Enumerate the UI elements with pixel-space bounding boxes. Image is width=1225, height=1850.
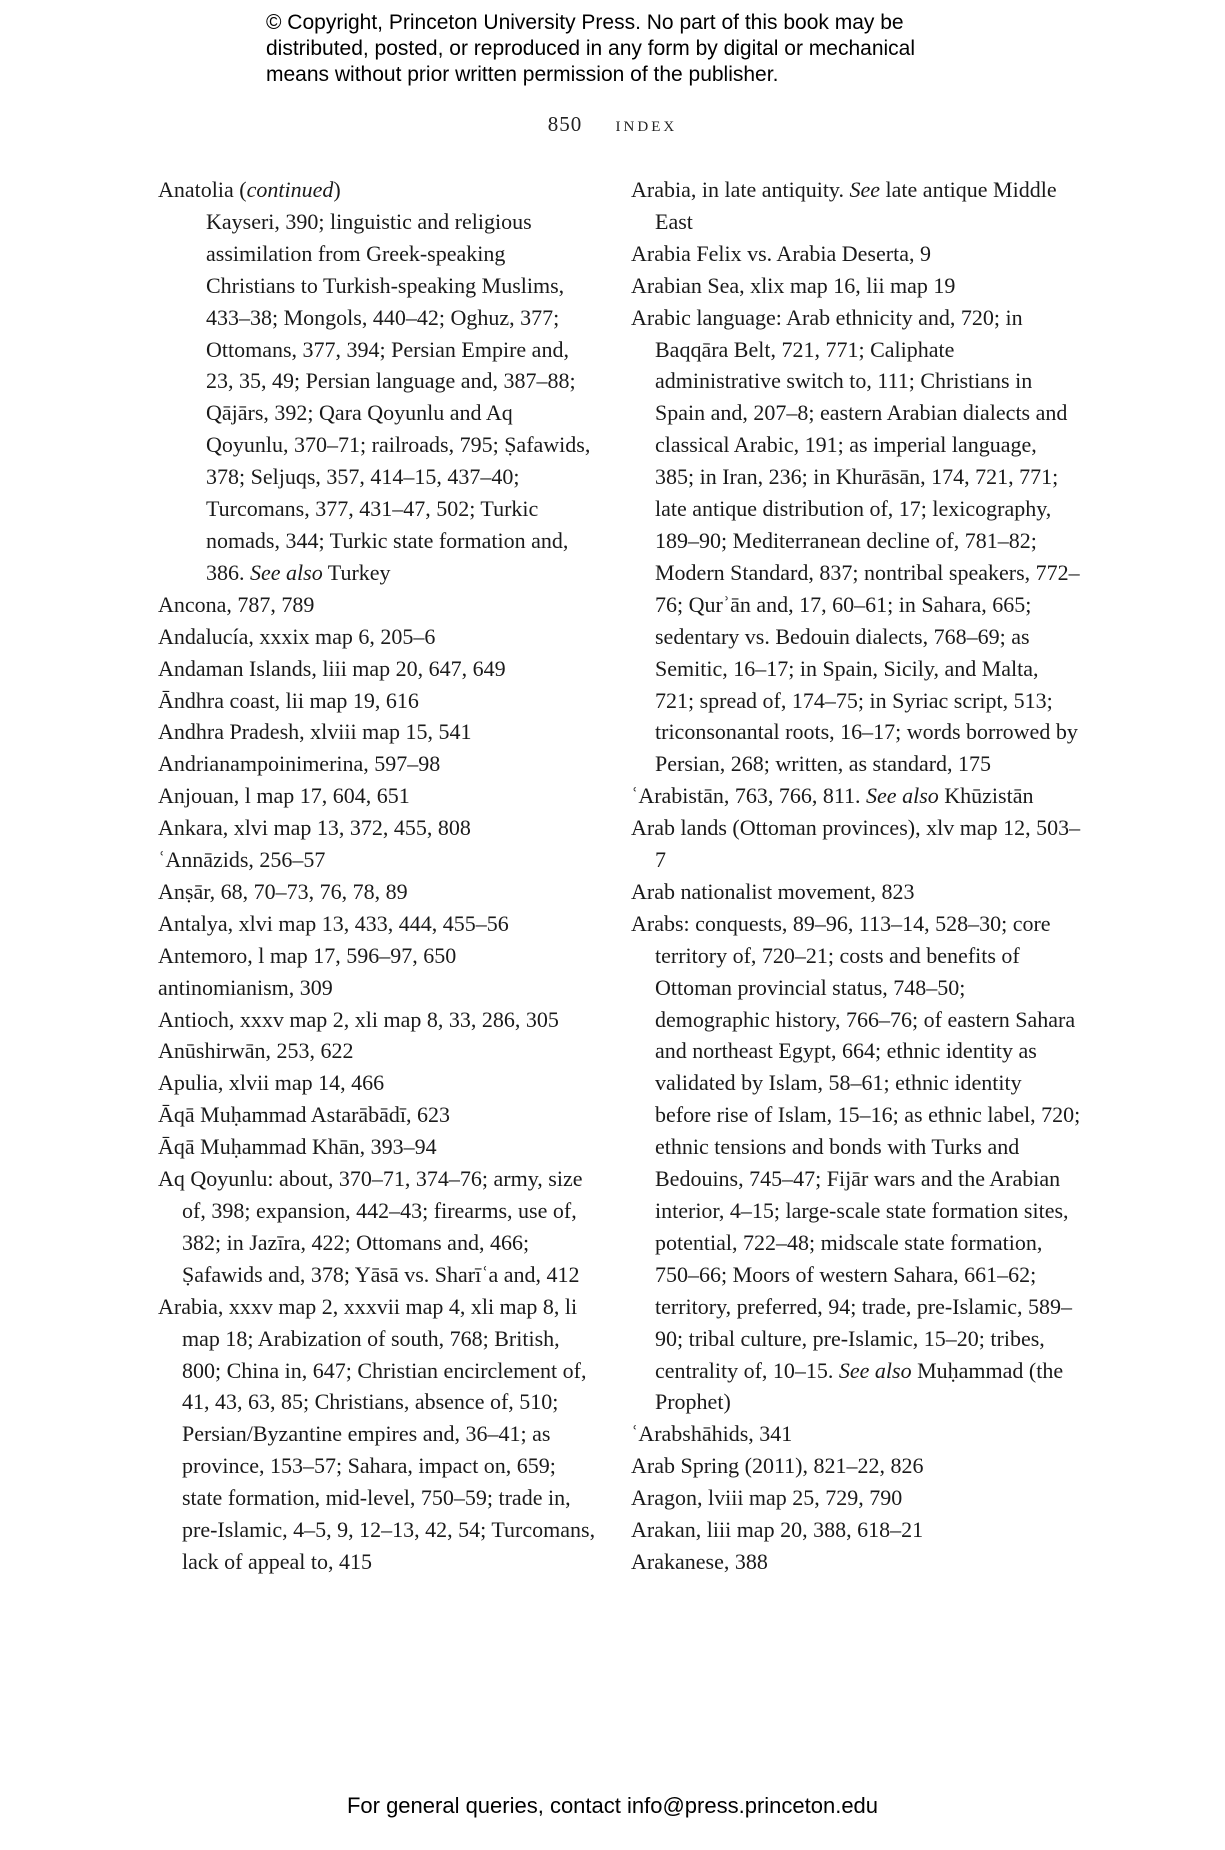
index-column-left: [158, 174, 598, 1578]
index-entry-head: Arabia, xxxv map 2, xxxvii map 4, xli map 8, li map 18; Arabization of south, 768; British, 800; China in, 647; Christian encirclement of, 41, 43, 63, 85; Christians, absence of, 510; Persian/Byzantine empires and, 36–41; as province, 153–57; Sahara, impact on, 659; state formation, mid-level, 750–59; trade in, pre-Islamic, 4–5, 9, 12–13, 42, 54; Turcomans, lack of appeal to, 415: [158, 1293, 596, 1574]
index-entry-head: Arabia Felix vs. Arabia Deserta, 9: [631, 240, 931, 266]
index-entry-head: Aragon, lviii map 25, 729, 790: [631, 1485, 903, 1511]
index-entry: [158, 908, 598, 940]
index-entry: [158, 621, 598, 653]
index-entry-head: Antioch, xxxv map 2, xli map 8, 33, 286, 305: [158, 1006, 559, 1032]
index-entry-ital: See also: [250, 559, 323, 585]
footer-contact: For general queries, contact info@press.princeton.edu: [346, 1793, 879, 1818]
index-entry-tail: ): [333, 177, 341, 202]
index-entry-head: Aq Qoyunlu: about, 370–71, 374–76; army, size of, 398; expansion, 442–43; firearms, use of, 382; in Jazīra, 422; Ottomans and, 466; Ṣafawids and, 378; Yāsā vs. Sharīʿa and, 412: [158, 1166, 583, 1287]
index-entry: [158, 685, 598, 717]
index-entry-head: Āqā Muḥammad Khān, 393–94: [158, 1134, 437, 1160]
index-entry-head: Arab nationalist movement, 823: [631, 878, 915, 904]
index-entry: [158, 1035, 598, 1067]
index-entry-head: Ankara, xlvi map 13, 372, 455, 808: [158, 815, 471, 841]
copyright-line: distributed, posted, or reproduced in any form by digital or mechanical: [266, 37, 916, 60]
index-entry: [158, 780, 598, 812]
index-entry-tail: Muḥammad (the Prophet): [655, 1357, 1064, 1415]
index-entry-head: Anūshirwān, 253, 622: [158, 1038, 354, 1064]
index-entry: [158, 206, 598, 589]
index-entry: [158, 1004, 598, 1036]
index-entry: [158, 1163, 598, 1291]
index-entry: [631, 302, 1081, 781]
index-entry-head: ʿAnnāzids, 256–57: [158, 847, 326, 873]
index-entry-head: Arabian Sea, xlix map 16, lii map 19: [631, 272, 956, 298]
index-entry-head: Andhra Pradesh, xlviii map 15, 541: [158, 719, 472, 745]
index-entry: [631, 1482, 1081, 1514]
index-entry-head: Andrianampoinimerina, 597–98: [158, 751, 441, 777]
index-entry-head: Andalucía, xxxix map 6, 205–6: [158, 623, 436, 649]
index-entry: [158, 174, 598, 206]
index-entry-head: Anjouan, l map 17, 604, 651: [158, 783, 410, 809]
index-entry-ital: continued: [246, 177, 334, 202]
index-entry: [158, 812, 598, 844]
index-entry: [158, 1131, 598, 1163]
index-entry-ital: See: [849, 177, 881, 202]
index-entry-head: Anṣār, 68, 70–73, 76, 78, 89: [158, 878, 408, 904]
index-entry-head: antinomianism, 309: [158, 974, 333, 1000]
index-entry: [158, 653, 598, 685]
index-entry: [631, 780, 1081, 812]
index-entry: [158, 748, 598, 780]
copyright-line: means without prior written permission of the publisher.: [266, 63, 779, 86]
index-entry: [631, 908, 1081, 1419]
index-entry-head: Antalya, xlvi map 13, 433, 444, 455–56: [158, 910, 509, 936]
index-entry-ital: See also: [838, 1357, 912, 1383]
index-column-right: [631, 174, 1081, 1578]
index-entry-tail: late antique Middle East: [655, 177, 1057, 234]
index-entry: [158, 716, 598, 748]
index-entry: [631, 1546, 1081, 1578]
index-entry-head: ʿArabistān, 763, 766, 811.: [631, 783, 867, 809]
index-entry-head: Arab lands (Ottoman provinces), xlv map 12, 503–7: [631, 815, 1081, 873]
index-entry-head: Apulia, xlvii map 14, 466: [158, 1070, 385, 1096]
index-entry-head: Arabia, in late antiquity.: [631, 177, 850, 202]
index-entry-head: Andaman Islands, liii map 20, 647, 649: [158, 655, 506, 681]
index-entry: [631, 238, 1081, 270]
index-entry-head: Arakanese, 388: [631, 1548, 768, 1574]
index-entry: [158, 876, 598, 908]
index-entry-head: Anatolia (: [158, 177, 247, 202]
index-entry: [158, 589, 598, 621]
index-entry: [631, 270, 1081, 302]
index-entry: [631, 1450, 1081, 1482]
running-head: [0, 112, 1225, 137]
index-entry: [631, 1418, 1081, 1450]
index-entry-tail: Turkey: [322, 559, 391, 585]
index-entry: [158, 940, 598, 972]
index-entry-head: Arabic language: Arab ethnicity and, 720; in Baqqāra Belt, 721, 771; Caliphate administrative switch to, 111; Christians in Spain and, 207–8; eastern Arabian dialects and classical Arabic, 191; as imperial language, 385; in Iran, 236; in Khurāsān, 174, 721, 771; late antique distribution of, 17; lexicography, 189–90; Mediterranean decline of, 781–82; Modern Standard, 837; nontribal speakers, 772–76; Qurʾān and, 17, 60–61; in Sahara, 665; sedentary vs. Bedouin dialects, 768–69; as Semitic, 16–17; in Spain, Sicily, and Malta, 721; spread of, 174–75; in Syriac script, 513; triconsonantal roots, 16–17; words borrowed by Persian, 268; written, as standard, 175: [631, 304, 1080, 777]
index-entry: [158, 1067, 598, 1099]
index-entry-head: ʿArabshāhids, 341: [631, 1421, 793, 1447]
index-entry-head: Antemoro, l map 17, 596–97, 650: [158, 942, 457, 968]
copyright-notice: [266, 10, 1026, 88]
index-entry-head: Kayseri, 390; linguistic and religious assimilation from Greek-speaking Christians to Turkish-speaking Muslims, 433–38; Mongols, 440–42; Oghuz, 377; Ottomans, 377, 394; Persian Empire and, 23, 35, 49; Persian language and, 387–88; Qājārs, 392; Qara Qoyunlu and Aq Qoyunlu, 370–71; railroads, 795; Ṣafawids, 378; Seljuqs, 357, 414–15, 437–40; Turcomans, 377, 431–47, 502; Turkic nomads, 344; Turkic state formation and, 386.: [206, 208, 591, 585]
copyright-line: © Copyright, Princeton University Press. No part of this book may be: [266, 11, 904, 34]
index-entry: [631, 876, 1081, 908]
index-entry-ital: See also: [866, 783, 939, 809]
index-entry-head: Āndhra coast, lii map 19, 616: [158, 687, 419, 713]
index-entry-head: Āqā Muḥammad Astarābādī, 623: [158, 1102, 451, 1128]
index-entry-head: Ancona, 787, 789: [158, 591, 315, 617]
index-entry: [631, 812, 1081, 876]
index-entry-tail: Khūzistān: [938, 783, 1034, 809]
index-entry-head: Arabs: conquests, 89–96, 113–14, 528–30; core territory of, 720–21; costs and benefits of Ottoman provincial status, 748–50; demographic history, 766–76; of eastern Sahara and northeast Egypt, 664; ethnic identity as validated by Islam, 58–61; ethnic identity before rise of Islam, 15–16; as ethnic label, 720; ethnic tensions and bonds with Turks and Bedouins, 745–47; Fijār wars and the Arabian interior, 4–15; large-scale state formation sites, potential, 722–48; midscale state formation, 750–66; Moors of western Sahara, 661–62; territory, preferred, 94; trade, pre-Islamic, 589–90; tribal culture, pre-Islamic, 15–20; tribes, centrality of, 10–15.: [631, 910, 1081, 1383]
index-entry: [158, 1291, 598, 1578]
page-number: 850: [547, 112, 583, 136]
index-entry: [631, 174, 1081, 238]
index-entry: [631, 1514, 1081, 1546]
index-entry: [158, 1099, 598, 1131]
index-entry: [158, 972, 598, 1004]
index-entry: [158, 844, 598, 876]
index-entry-head: Arab Spring (2011), 821–22, 826: [631, 1453, 924, 1479]
running-head-title: index: [615, 112, 678, 136]
index-entry-head: Arakan, liii map 20, 388, 618–21: [631, 1517, 924, 1543]
